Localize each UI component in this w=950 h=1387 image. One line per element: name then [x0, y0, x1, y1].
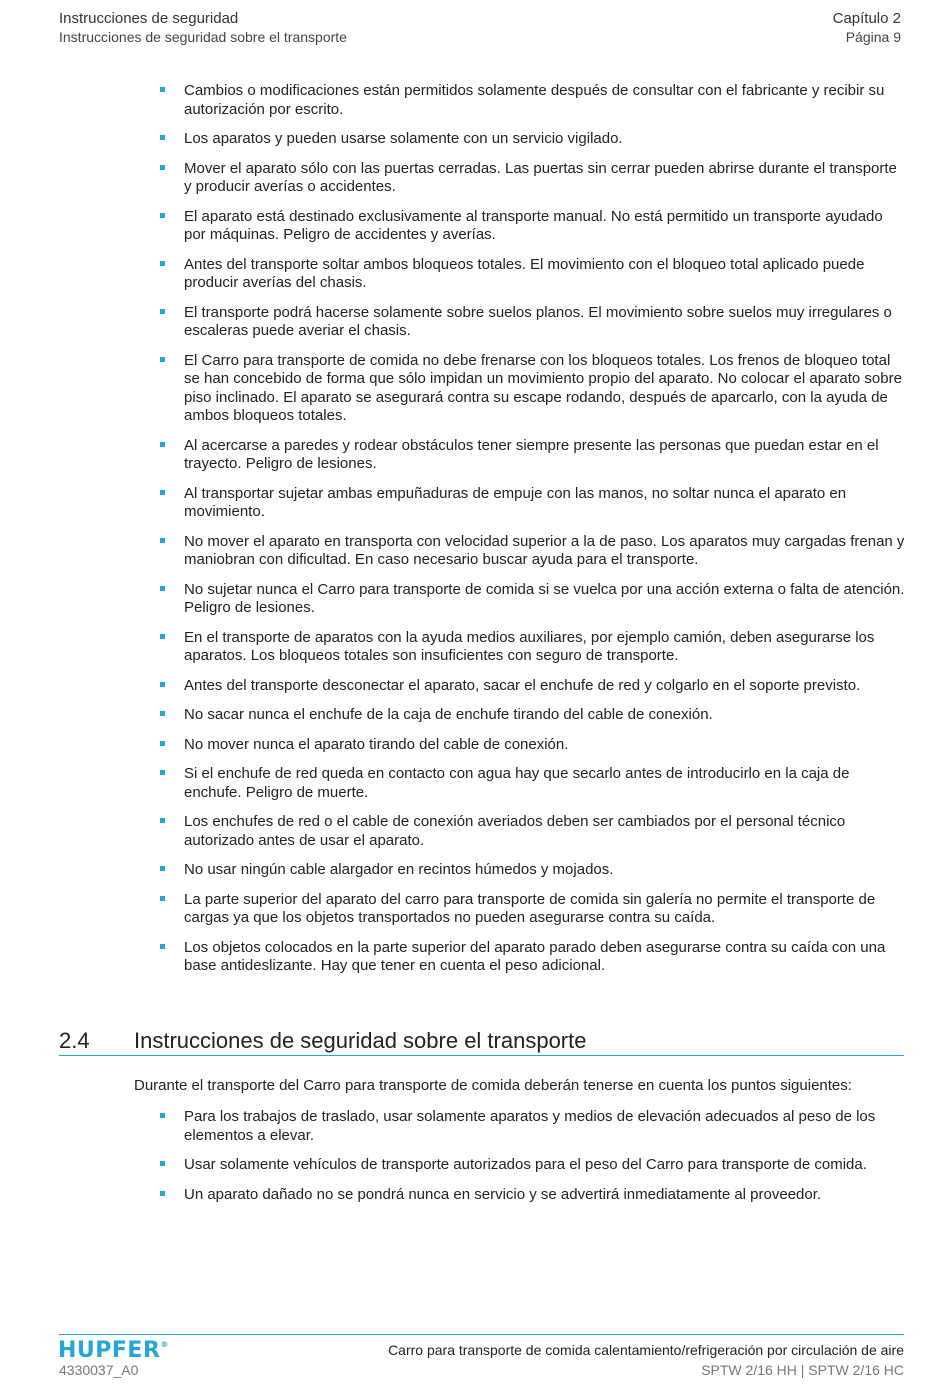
list-item	[160, 581, 905, 618]
list-item-text: El transporte podrá hacerse solamente sobre suelos planos. El movimiento sobre suelos muy irregulares o escaleras puede averiar el chasis.	[184, 303, 892, 339]
list-item-text: Usar solamente vehículos de transporte autorizados para el peso del Carro para transporte de comida.	[184, 1156, 867, 1173]
bullet-square-icon	[160, 866, 165, 871]
list-item	[160, 82, 905, 119]
list-item-text: No mover el aparato en transporta con velocidad superior a la de paso. Los aparatos muy cargadas frenan y maniobran con dificultad. En caso necesario buscar ayuda para el transporte.	[184, 532, 905, 568]
section-title: Instrucciones de seguridad sobre el transporte	[134, 1028, 587, 1053]
list-item	[160, 939, 905, 976]
list-item-text: No usar ningún cable alargador en recintos húmedos y mojados.	[184, 861, 614, 878]
list-item-text: Al transportar sujetar ambas empuñaduras de empuje con las manos, no soltar nunca el aparato en movimiento.	[184, 484, 847, 520]
footer-divider	[59, 1334, 904, 1335]
list-item	[160, 130, 905, 149]
list-item	[160, 891, 905, 928]
bullet-square-icon	[160, 1161, 165, 1166]
list-item	[160, 736, 905, 755]
footer-models: SPTW 2/16 HH | SPTW 2/16 HC	[701, 1362, 904, 1378]
list-item	[160, 1186, 905, 1205]
bullet-square-icon	[160, 309, 165, 314]
section-heading	[59, 1028, 904, 1056]
list-item-text: Al acercarse a paredes y rodear obstáculos tener siempre presente las personas que puedan estar en el trayecto. Peligro de lesiones.	[184, 436, 879, 472]
bullet-square-icon	[160, 213, 165, 218]
document-number: 4330037_A0	[59, 1362, 139, 1378]
bullet-square-icon	[160, 87, 165, 92]
section-intro: Durante el transporte del Carro para transporte de comida deberán tenerse en cuenta los puntos siguientes:	[134, 1077, 852, 1094]
bullet-square-icon	[160, 490, 165, 495]
bullet-square-icon	[160, 586, 165, 591]
list-item-text: El Carro para transporte de comida no debe frenarse con los bloqueos totales. Los frenos de bloqueo total se han concebido de forma que sólo impidan un movimiento propio del aparato. No colocar el aparato sobre piso inclinado. El aparato se asegurará contra su escape rodando, después de aparcarlo, con la ayuda de ambos bloqueos totales.	[184, 351, 902, 424]
list-item-text: En el transporte de aparatos con la ayuda medios auxiliares, por ejemplo camión, deben asegurarse los aparatos. Los bloqueos totales son insuficientes con seguro de transporte.	[184, 628, 875, 664]
list-item	[160, 533, 905, 570]
hupfer-logo: HUPFER®	[58, 1338, 169, 1363]
safety-bullet-list	[160, 82, 905, 987]
section-number: 2.4	[59, 1028, 90, 1053]
list-item-text: Mover el aparato sólo con las puertas cerradas. Las puertas sin cerrar pueden abrirse durante el transporte y producir averías o accidentes.	[184, 159, 897, 195]
list-item	[160, 813, 905, 850]
header-chapter-title: Instrucciones de seguridad	[59, 10, 239, 27]
header-page-number: Página 9	[845, 29, 901, 45]
footer-product: Carro para transporte de comida calentamiento/refrigeración por circulación de aire	[388, 1342, 904, 1358]
transport-bullet-list	[160, 1108, 905, 1215]
list-item	[160, 160, 905, 197]
list-item-text: Para los trabajos de traslado, usar solamente aparatos y medios de elevación adecuados al peso de los elementos a elevar.	[184, 1108, 876, 1144]
bullet-square-icon	[160, 261, 165, 266]
header-chapter: Capítulo 2	[832, 10, 901, 27]
list-item-text: Un aparato dañado no se pondrá nunca en servicio y se advertirá inmediatamente al proveedor.	[184, 1185, 822, 1203]
page-header	[59, 10, 901, 50]
header-subtitle: Instrucciones de seguridad sobre el transporte	[59, 29, 347, 45]
list-item	[160, 437, 905, 474]
bullet-square-icon	[160, 896, 165, 901]
list-item-text: Cambios o modificaciones están permitidos solamente después de consultar con el fabricante y recibir su autorización por escrito.	[184, 82, 885, 118]
list-item	[160, 1108, 905, 1145]
list-item-text: Los objetos colocados en la parte superior del aparato parado deben asegurarse contra su caída con una base antideslizante. Hay que tener en cuenta el peso adicional.	[184, 938, 886, 974]
bullet-square-icon	[160, 682, 165, 687]
list-item-text: No mover nunca el aparato tirando del cable de conexión.	[184, 735, 569, 753]
list-item	[160, 861, 905, 880]
list-item	[160, 256, 905, 293]
list-item	[160, 677, 905, 696]
bullet-square-icon	[160, 1113, 165, 1118]
bullet-square-icon	[160, 770, 165, 775]
bullet-square-icon	[160, 741, 165, 746]
list-item	[160, 304, 905, 341]
list-item	[160, 706, 905, 725]
bullet-square-icon	[160, 944, 165, 949]
list-item-text: Antes del transporte soltar ambos bloqueos totales. El movimiento con el bloqueo total aplicado puede producir averías del chasis.	[184, 255, 865, 291]
list-item-text: No sacar nunca el enchufe de la caja de enchufe tirando del cable de conexión.	[184, 706, 713, 723]
list-item-text: Los enchufes de red o el cable de conexión averiados deben ser cambiados por el personal técnico autorizado antes de usar el aparato.	[184, 813, 846, 849]
list-item	[160, 1156, 905, 1175]
bullet-square-icon	[160, 711, 165, 716]
bullet-square-icon	[160, 135, 165, 140]
bullet-square-icon	[160, 538, 165, 543]
bullet-square-icon	[160, 818, 165, 823]
list-item-text: Los aparatos y pueden usarse solamente con un servicio vigilado.	[184, 130, 623, 147]
bullet-square-icon	[160, 165, 165, 170]
bullet-square-icon	[160, 1191, 165, 1196]
list-item-text: Si el enchufe de red queda en contacto con agua hay que secarlo antes de introducirlo en la caja de enchufe. Peligro de muerte.	[184, 765, 850, 801]
list-item-text: La parte superior del aparato del carro para transporte de comida sin galería no permite el transporte de cargas ya que los objetos transportados no pueden asegurarse contra su caída.	[184, 890, 876, 926]
list-item	[160, 765, 905, 802]
list-item	[160, 208, 905, 245]
bullet-square-icon	[160, 442, 165, 447]
list-item	[160, 629, 905, 666]
list-item	[160, 485, 905, 522]
bullet-square-icon	[160, 357, 165, 362]
list-item-text: Antes del transporte desconectar el aparato, sacar el enchufe de red y colgarlo en el soporte previsto.	[184, 676, 861, 694]
list-item	[160, 352, 905, 426]
list-item-text: No sujetar nunca el Carro para transporte de comida si se vuelca por una acción externa o falta de atención. Peligro de lesiones.	[184, 580, 905, 616]
list-item-text: El aparato está destinado exclusivamente al transporte manual. No está permitido un transporte ayudado por máquinas. Peligro de accidentes y averías.	[184, 207, 883, 243]
bullet-square-icon	[160, 634, 165, 639]
